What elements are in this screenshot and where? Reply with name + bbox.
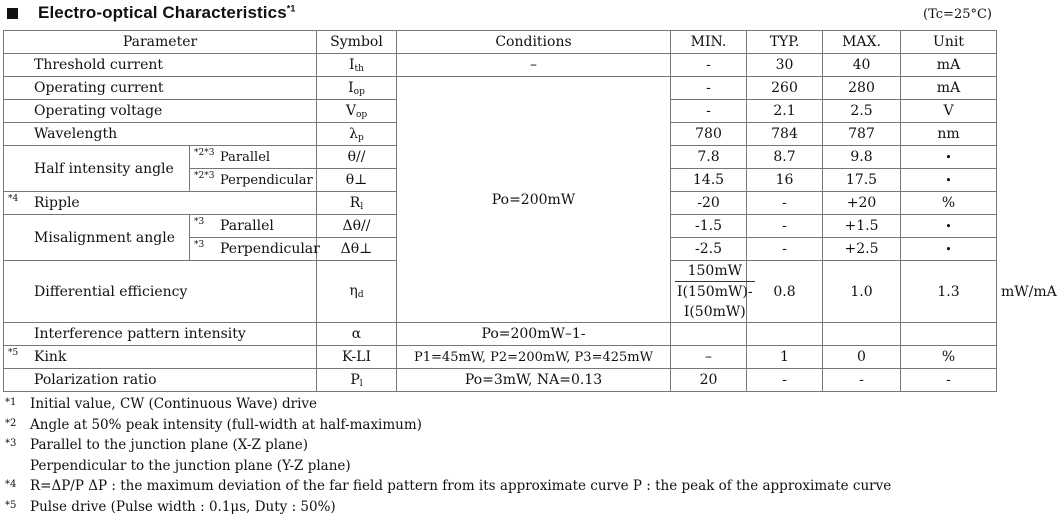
- param-name: Differential efficiency: [4, 261, 317, 323]
- footnote-text: Pulse drive (Pulse width : 0.1μs, Duty : 50%): [30, 498, 336, 515]
- param-name: Misalignment angle: [4, 215, 190, 261]
- footnote-item: [3, 394, 891, 415]
- max-cell: 2.5: [823, 100, 901, 123]
- unit-cell: •: [901, 146, 997, 169]
- max-cell: 280: [823, 77, 901, 100]
- col-unit: Unit: [901, 31, 997, 54]
- typ-cell: -: [747, 192, 823, 215]
- symbol-cell: θ//: [317, 146, 397, 169]
- max-cell: 787: [823, 123, 901, 146]
- min-cell: -: [671, 100, 747, 123]
- table-row: [4, 369, 997, 392]
- footnote-mark: *2: [5, 417, 17, 429]
- unit-cell: nm: [901, 123, 997, 146]
- unit-cell: [901, 323, 997, 346]
- unit-cell: %: [901, 346, 997, 369]
- section-title: [38, 3, 295, 23]
- min-cell: -: [671, 77, 747, 100]
- characteristics-table: [3, 30, 1057, 392]
- symbol-subscript: th: [354, 63, 364, 74]
- symbol-cell: [317, 261, 397, 323]
- param-label: Ripple: [34, 195, 80, 211]
- symbol-cell: [317, 54, 397, 77]
- sub-param-label: Parallel: [220, 149, 271, 165]
- symbol-text: I: [349, 56, 355, 73]
- footnote-item: [3, 497, 891, 518]
- symbol-subscript: l: [360, 201, 364, 212]
- col-symbol: Symbol: [317, 31, 397, 54]
- max-cell: -: [823, 369, 901, 392]
- section-header: [0, 3, 1000, 27]
- symbol-cell: [317, 77, 397, 100]
- unit-cell: mA: [901, 77, 997, 100]
- footnote-text: Initial value, CW (Continuous Wave) drive: [30, 396, 318, 412]
- unit-cell: •: [901, 238, 997, 261]
- footnote-mark: *5: [5, 499, 17, 511]
- footnote-mark: *2*3: [194, 148, 215, 158]
- symbol-subscript: p: [358, 132, 364, 143]
- footnote-mark: *1: [5, 397, 17, 408]
- max-cell: 1.3: [901, 261, 997, 323]
- symbol-cell: Δθ//: [317, 215, 397, 238]
- param-name: Half intensity angle: [4, 146, 190, 192]
- unit-cell: •: [901, 215, 997, 238]
- param-name: Polarization ratio: [4, 369, 317, 392]
- typ-cell: -: [747, 369, 823, 392]
- min-cell: 0.8: [747, 261, 823, 323]
- table-row: [4, 54, 997, 77]
- sub-param-label: Parallel: [220, 218, 274, 234]
- symbol-subscript: l: [359, 378, 363, 389]
- max-cell: [823, 323, 901, 346]
- symbol-cell: [317, 369, 397, 392]
- param-name: Interference pattern intensity: [4, 323, 317, 346]
- condition-cell: –: [397, 54, 671, 77]
- footnote-item: [3, 456, 891, 477]
- symbol-cell: α: [317, 323, 397, 346]
- sub-param-parallel: [190, 215, 317, 238]
- footnote-mark: *2*3: [194, 171, 215, 181]
- footnote-mark: *3: [194, 240, 205, 250]
- min-cell: [671, 323, 747, 346]
- table-row: [4, 346, 997, 369]
- footnote-mark: *4: [5, 479, 17, 491]
- min-cell: 14.5: [671, 169, 747, 192]
- symbol-subscript: op: [355, 109, 368, 120]
- col-typ: TYP.: [747, 31, 823, 54]
- param-name: [4, 346, 317, 369]
- footnote-text: Angle at 50% peak intensity (full-width at half-maximum): [30, 416, 422, 433]
- title-footnote-mark: *1: [286, 3, 296, 14]
- unit-cell: mA: [901, 54, 997, 77]
- typ-cell: 1.0: [823, 261, 901, 323]
- footnote-text: R=ΔP/P ΔP : the maximum deviation of the far field pattern from its approximate curve P : the peak of the approximate curve: [30, 478, 892, 495]
- col-max: MAX.: [823, 31, 901, 54]
- max-cell: +20: [823, 192, 901, 215]
- typ-cell: -: [747, 238, 823, 261]
- symbol-text: R: [349, 194, 361, 211]
- min-cell: 20: [671, 369, 747, 392]
- condition-cell: [671, 261, 753, 323]
- square-bullet-icon: [7, 8, 18, 19]
- table-header-row: [4, 31, 997, 54]
- symbol-text: η: [349, 283, 358, 299]
- min-cell: -1.5: [671, 215, 747, 238]
- symbol-text: P: [350, 371, 360, 388]
- table-row: Differential efficiency $\eta_d$ $\frac{150mW}{I(150mW)-I(50mW)}$ 0.8 1.0 1.3 mW/mA: [4, 261, 997, 323]
- typ-cell: 784: [747, 123, 823, 146]
- footnote-text: Perpendicular to the junction plane (Y-Z plane): [30, 457, 351, 474]
- max-cell: +1.5: [823, 215, 901, 238]
- min-cell: 780: [671, 123, 747, 146]
- param-label: Kink: [34, 349, 67, 365]
- sub-param-perpendicular: [190, 169, 317, 192]
- symbol-cell: Δθ⊥: [317, 238, 397, 261]
- unit-cell: V: [901, 100, 997, 123]
- symbol-cell: [317, 123, 397, 146]
- temperature-condition: (Tc=25°C): [923, 7, 992, 22]
- min-cell: -: [671, 54, 747, 77]
- footnote-item: [3, 435, 891, 456]
- table-row: [4, 323, 997, 346]
- sub-param-perpendicular: [190, 238, 320, 261]
- col-conditions: Conditions: [397, 31, 671, 54]
- max-cell: 9.8: [823, 146, 901, 169]
- param-name: Threshold current: [4, 54, 317, 77]
- typ-cell: 8.7: [747, 146, 823, 169]
- col-parameter: Parameter: [4, 31, 317, 54]
- max-cell: 40: [823, 54, 901, 77]
- max-cell: 17.5: [823, 169, 901, 192]
- fraction-denominator: I(150mW)-I(50mW): [677, 284, 753, 320]
- typ-cell: 30: [747, 54, 823, 77]
- footnote-mark: *3: [5, 438, 17, 450]
- title-text: Electro-optical Characteristics: [38, 3, 287, 22]
- symbol-cell: θ⊥: [317, 169, 397, 192]
- symbol-cell: [317, 100, 397, 123]
- condition-cell: Po=200mW: [397, 77, 671, 323]
- param-name: Operating current: [4, 77, 317, 100]
- param-name: Wavelength: [4, 123, 317, 146]
- condition-cell: P1=45mW, P2=200mW, P3=425mW: [397, 346, 671, 369]
- min-cell: 7.8: [671, 146, 747, 169]
- unit-cell: •: [901, 169, 997, 192]
- symbol-subscript: op: [353, 86, 365, 97]
- symbol-cell: [317, 192, 397, 215]
- typ-cell: 16: [747, 169, 823, 192]
- symbol-text: λ: [349, 125, 359, 142]
- min-cell: –: [671, 346, 747, 369]
- param-name: Operating voltage: [4, 100, 317, 123]
- max-cell: 0: [823, 346, 901, 369]
- sub-param-label: Perpendicular: [220, 172, 313, 188]
- symbol-text: V: [345, 102, 356, 119]
- col-min: MIN.: [671, 31, 747, 54]
- typ-cell: [747, 323, 823, 346]
- symbol-cell: K-LI: [317, 346, 397, 369]
- param-name: [4, 192, 317, 215]
- fraction: [675, 261, 755, 322]
- condition-cell: Po=3mW, NA=0.13: [397, 369, 671, 392]
- max-cell: +2.5: [823, 238, 901, 261]
- typ-cell: 260: [747, 77, 823, 100]
- symbol-subscript: d: [357, 290, 364, 300]
- footnote-item: [3, 415, 891, 436]
- unit-cell: %: [901, 192, 997, 215]
- table-row: [4, 77, 997, 100]
- sub-param-label: Perpendicular: [220, 241, 320, 257]
- footnote-item: [3, 476, 891, 497]
- typ-cell: 2.1: [747, 100, 823, 123]
- condition-cell: Po=200mW–1-: [397, 323, 671, 346]
- footnote-mark: *5: [8, 348, 19, 358]
- footnote-text: Parallel to the junction plane (X-Z plane): [30, 437, 309, 454]
- symbol-text: I: [348, 79, 354, 96]
- min-cell: -2.5: [671, 238, 747, 261]
- footnotes: [3, 394, 891, 518]
- unit-cell: -: [901, 369, 997, 392]
- typ-cell: -: [747, 215, 823, 238]
- footnote-mark: *3: [194, 217, 205, 227]
- fraction-numerator: 150mW: [675, 261, 755, 282]
- min-cell: -20: [671, 192, 747, 215]
- sub-param-parallel: [190, 146, 317, 169]
- footnote-mark: *4: [8, 194, 19, 204]
- typ-cell: 1: [747, 346, 823, 369]
